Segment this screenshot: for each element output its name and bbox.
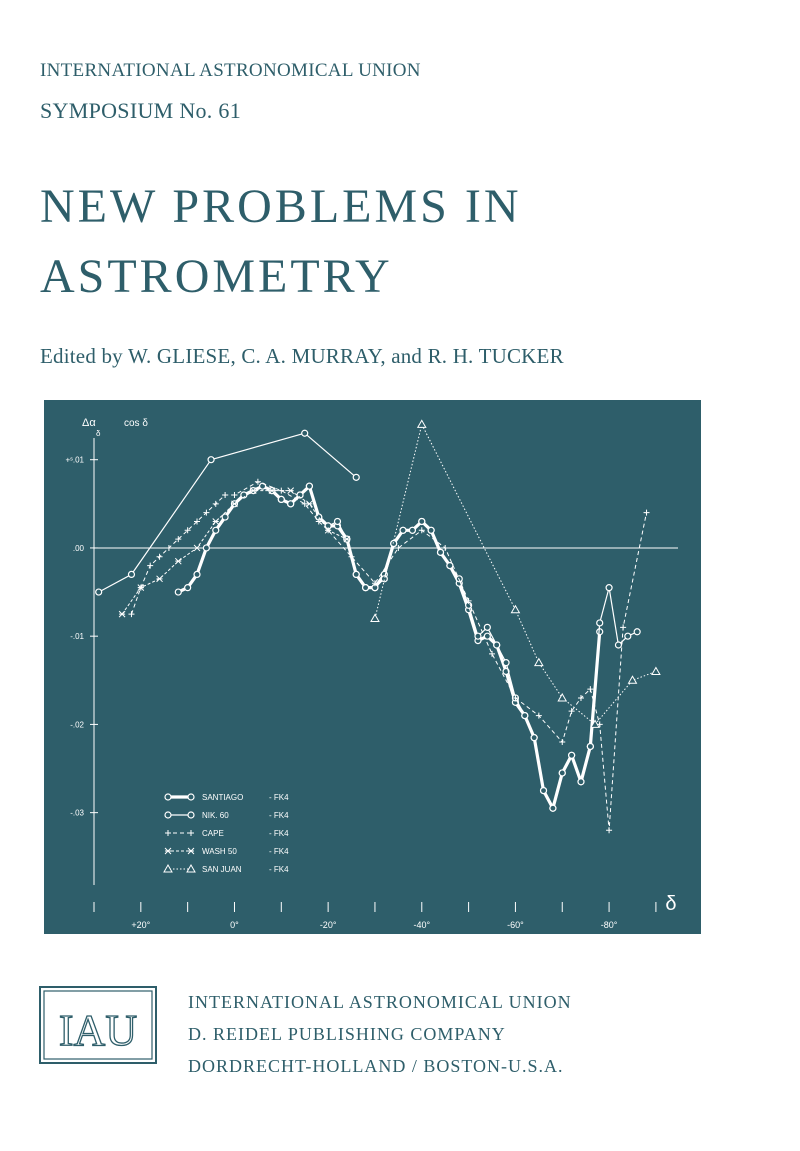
data-point	[188, 848, 194, 854]
publisher-block	[188, 986, 572, 1082]
data-point	[606, 585, 612, 591]
data-point	[615, 642, 621, 648]
data-point	[96, 589, 102, 595]
data-point	[185, 585, 191, 591]
data-point	[536, 713, 542, 719]
series-line	[272, 486, 637, 808]
data-point	[157, 554, 163, 560]
data-point	[652, 667, 660, 674]
data-point	[522, 713, 528, 719]
data-point	[541, 788, 547, 794]
title-line-1: NEW PROBLEMS IN	[40, 180, 522, 233]
editors-line: Edited by W. GLIESE, C. A. MURRAY, and R. H. TUCKER	[40, 344, 564, 368]
data-point	[475, 633, 481, 639]
series-line	[122, 491, 347, 614]
legend-label-ref: - FK4	[269, 847, 289, 856]
y-tick-label: -.02	[70, 720, 84, 730]
data-point	[634, 629, 640, 635]
data-point	[409, 527, 415, 533]
data-point	[302, 430, 308, 436]
data-point	[428, 527, 434, 533]
publisher-line-1: INTERNATIONAL ASTRONOMICAL UNION	[188, 992, 572, 1012]
data-point	[306, 501, 312, 507]
x-tick-label: -40°	[413, 920, 431, 930]
data-point	[419, 518, 425, 524]
legend-label: WASH 50	[202, 847, 237, 856]
data-point	[531, 735, 537, 741]
data-point	[391, 541, 397, 547]
data-point	[587, 743, 593, 749]
publisher-line-3: DORDRECHT-HOLLAND / BOSTON-U.S.A.	[188, 1056, 564, 1076]
data-point	[213, 518, 219, 524]
data-point	[438, 549, 444, 555]
y-axis-label-cos: cos δ	[124, 418, 148, 429]
data-point	[188, 794, 194, 800]
x-tick-label: 0°	[230, 920, 239, 930]
iau-logo	[38, 985, 158, 1065]
legend-label-ref: - FK4	[269, 811, 289, 820]
publisher-line-2: D. REIDEL PUBLISHING COMPANY	[188, 1024, 506, 1044]
data-point	[400, 527, 406, 533]
data-point	[222, 514, 228, 520]
x-tick-label: -80°	[600, 920, 618, 930]
x-tick-label: -60°	[507, 920, 524, 930]
legend-label: SANTIAGO	[202, 793, 244, 802]
data-point	[597, 620, 603, 626]
data-point	[363, 585, 369, 591]
legend-label: CAPE	[202, 829, 224, 838]
legend-label-ref: - FK4	[269, 793, 289, 802]
data-point	[558, 694, 566, 701]
data-point	[644, 510, 650, 516]
astrometry-chart	[44, 400, 701, 934]
x-axis-label: δ	[665, 893, 677, 915]
data-point	[231, 492, 237, 498]
data-point	[371, 615, 379, 622]
data-point	[288, 488, 294, 494]
y-axis-label-sub: δ	[96, 429, 101, 438]
data-point	[535, 659, 543, 666]
data-point	[353, 474, 359, 480]
data-point	[306, 483, 312, 489]
series-name: INTERNATIONAL ASTRONOMICAL UNION	[40, 60, 421, 81]
data-point	[194, 545, 200, 551]
y-tick-label: .00	[72, 543, 84, 553]
data-point	[418, 420, 426, 427]
data-point	[511, 606, 519, 613]
legend-label: SAN JUAN	[202, 865, 242, 874]
legend-label-ref: - FK4	[269, 829, 289, 838]
data-point	[503, 660, 509, 666]
data-point	[578, 779, 584, 785]
data-point	[213, 527, 219, 533]
data-point	[559, 770, 565, 776]
data-point	[188, 830, 194, 836]
data-point	[353, 571, 359, 577]
y-tick-label: -.01	[70, 632, 84, 642]
series-line	[132, 482, 647, 831]
data-point	[569, 708, 575, 714]
data-point	[628, 676, 636, 683]
data-point	[188, 812, 194, 818]
data-point	[222, 492, 228, 498]
iau-logo-text: IAU	[58, 1006, 138, 1055]
series-line	[178, 486, 599, 808]
legend-label: NIK. 60	[202, 811, 229, 820]
data-point	[278, 496, 284, 502]
data-point	[550, 805, 556, 811]
data-point	[208, 457, 214, 463]
data-point	[489, 651, 495, 657]
data-point	[175, 558, 181, 564]
data-point	[578, 695, 584, 701]
data-point	[175, 589, 181, 595]
data-point	[119, 611, 125, 617]
y-tick-label: +ˢ.01	[65, 455, 84, 465]
data-point	[606, 827, 612, 833]
data-point	[494, 642, 500, 648]
y-tick-label: -.03	[70, 808, 84, 818]
data-point	[165, 812, 171, 818]
legend-label-ref: - FK4	[269, 865, 289, 874]
data-point	[128, 571, 134, 577]
data-point	[213, 501, 219, 507]
series-line	[375, 424, 656, 724]
data-point	[194, 571, 200, 577]
data-point	[484, 624, 490, 630]
data-point	[559, 739, 565, 745]
data-point	[165, 794, 171, 800]
data-point	[625, 633, 631, 639]
y-axis-label: Δα	[82, 417, 96, 429]
data-point	[128, 611, 134, 617]
data-point	[288, 501, 294, 507]
x-tick-label: +20°	[131, 920, 151, 930]
data-point	[447, 563, 453, 569]
data-point	[334, 518, 340, 524]
symposium-number: SYMPOSIUM No. 61	[40, 98, 242, 123]
data-point	[203, 545, 209, 551]
cover-chart-plate	[44, 400, 701, 934]
book-title	[40, 172, 521, 312]
x-tick-label: -20°	[319, 920, 337, 930]
data-point	[620, 624, 626, 630]
data-point	[165, 830, 171, 836]
data-point	[157, 576, 163, 582]
data-point	[147, 563, 153, 569]
data-point	[569, 752, 575, 758]
title-line-2: ASTROMETRY	[40, 250, 393, 303]
data-point	[165, 848, 171, 854]
